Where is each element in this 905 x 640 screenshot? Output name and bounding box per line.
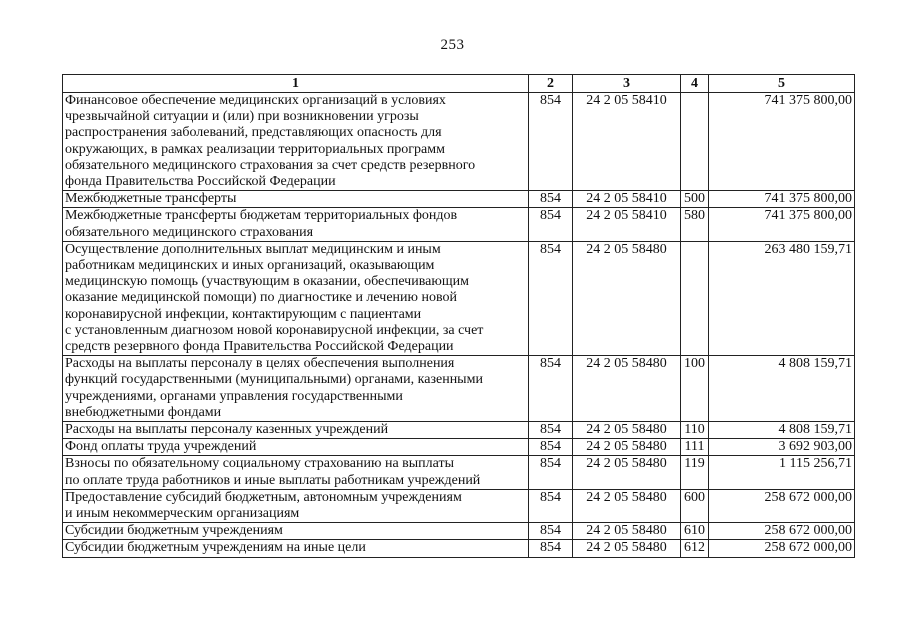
table-row (63, 356, 855, 422)
row-csr: 24 2 05 58480 (573, 241, 681, 355)
column-header-name: 1 (63, 75, 529, 93)
row-sum: 741 375 800,00 (709, 191, 855, 208)
table-row (63, 422, 855, 439)
row-grbs: 854 (529, 208, 573, 241)
row-vr: 111 (681, 439, 709, 456)
row-vr: 100 (681, 356, 709, 422)
row-grbs: 854 (529, 489, 573, 522)
row-csr: 24 2 05 58480 (573, 523, 681, 540)
row-sum: 4 808 159,71 (709, 356, 855, 422)
row-vr (681, 93, 709, 191)
row-vr: 610 (681, 523, 709, 540)
row-csr: 24 2 05 58480 (573, 422, 681, 439)
table-header-row (63, 75, 855, 93)
row-csr: 24 2 05 58410 (573, 208, 681, 241)
row-vr: 612 (681, 540, 709, 557)
column-header-csr: 3 (573, 75, 681, 93)
row-grbs: 854 (529, 356, 573, 422)
table-row (63, 191, 855, 208)
row-sum: 741 375 800,00 (709, 208, 855, 241)
table-row (63, 241, 855, 355)
row-grbs: 854 (529, 422, 573, 439)
row-name: Финансовое обеспечение медицинских организаций в условиях чрезвычайной ситуации и (или) при возникновении угрозы распространения заболеваний, представляющих опасность для окружающих, в рамках реализации территориальных программ обязательного медицинского страхования за счет средств резервного фонда Правительства Российской Федерации (63, 93, 529, 191)
row-vr: 119 (681, 456, 709, 489)
column-header-grbs: 2 (529, 75, 573, 93)
table-row (63, 208, 855, 241)
row-csr: 24 2 05 58480 (573, 356, 681, 422)
row-csr: 24 2 05 58410 (573, 93, 681, 191)
row-name: Взносы по обязательному социальному страхованию на выплаты по оплате труда работников и иные выплаты работникам учреждений (63, 456, 529, 489)
row-grbs: 854 (529, 191, 573, 208)
row-vr (681, 241, 709, 355)
row-grbs: 854 (529, 523, 573, 540)
table-row (63, 489, 855, 522)
row-name: Предоставление субсидий бюджетным, автономным учреждениям и иным некоммерческим организациям (63, 489, 529, 522)
table-row (63, 540, 855, 557)
budget-table (62, 74, 855, 558)
row-vr: 500 (681, 191, 709, 208)
table-row (63, 439, 855, 456)
column-header-sum: 5 (709, 75, 855, 93)
row-csr: 24 2 05 58480 (573, 540, 681, 557)
row-grbs: 854 (529, 540, 573, 557)
row-name: Осуществление дополнительных выплат медицинским и иным работникам медицинских и иных организаций, оказывающим медицинскую помощь (участвующим в оказании, обеспечивающим оказание медицинской помощи) по диагностике и лечению новой коронавирусной инфекции, контактирующим с пациентами с установленным диагнозом новой коронавирусной инфекции, за счет средств резервного фонда Правительства Российской Федерации (63, 241, 529, 355)
row-sum: 4 808 159,71 (709, 422, 855, 439)
row-sum: 3 692 903,00 (709, 439, 855, 456)
row-sum: 258 672 000,00 (709, 523, 855, 540)
row-grbs: 854 (529, 93, 573, 191)
table-row (63, 93, 855, 191)
row-sum: 263 480 159,71 (709, 241, 855, 355)
row-name: Субсидии бюджетным учреждениям (63, 523, 529, 540)
row-sum: 258 672 000,00 (709, 489, 855, 522)
row-grbs: 854 (529, 439, 573, 456)
row-name: Фонд оплаты труда учреждений (63, 439, 529, 456)
row-vr: 110 (681, 422, 709, 439)
row-name: Расходы на выплаты персоналу в целях обеспечения выполнения функций государственными (муниципальными) органами, казенными учреждениями, органами управления государственными внебюджетными фондами (63, 356, 529, 422)
row-sum: 258 672 000,00 (709, 540, 855, 557)
row-grbs: 854 (529, 241, 573, 355)
row-sum: 1 115 256,71 (709, 456, 855, 489)
row-vr: 580 (681, 208, 709, 241)
row-sum: 741 375 800,00 (709, 93, 855, 191)
row-csr: 24 2 05 58410 (573, 191, 681, 208)
table-row (63, 456, 855, 489)
row-name: Межбюджетные трансферты (63, 191, 529, 208)
row-grbs: 854 (529, 456, 573, 489)
row-vr: 600 (681, 489, 709, 522)
column-header-vr: 4 (681, 75, 709, 93)
row-name: Субсидии бюджетным учреждениям на иные цели (63, 540, 529, 557)
row-csr: 24 2 05 58480 (573, 489, 681, 522)
row-csr: 24 2 05 58480 (573, 456, 681, 489)
row-name: Расходы на выплаты персоналу казенных учреждений (63, 422, 529, 439)
table-row (63, 523, 855, 540)
row-csr: 24 2 05 58480 (573, 439, 681, 456)
row-name: Межбюджетные трансферты бюджетам территориальных фондов обязательного медицинского страхования (63, 208, 529, 241)
page-number: 253 (440, 37, 465, 53)
